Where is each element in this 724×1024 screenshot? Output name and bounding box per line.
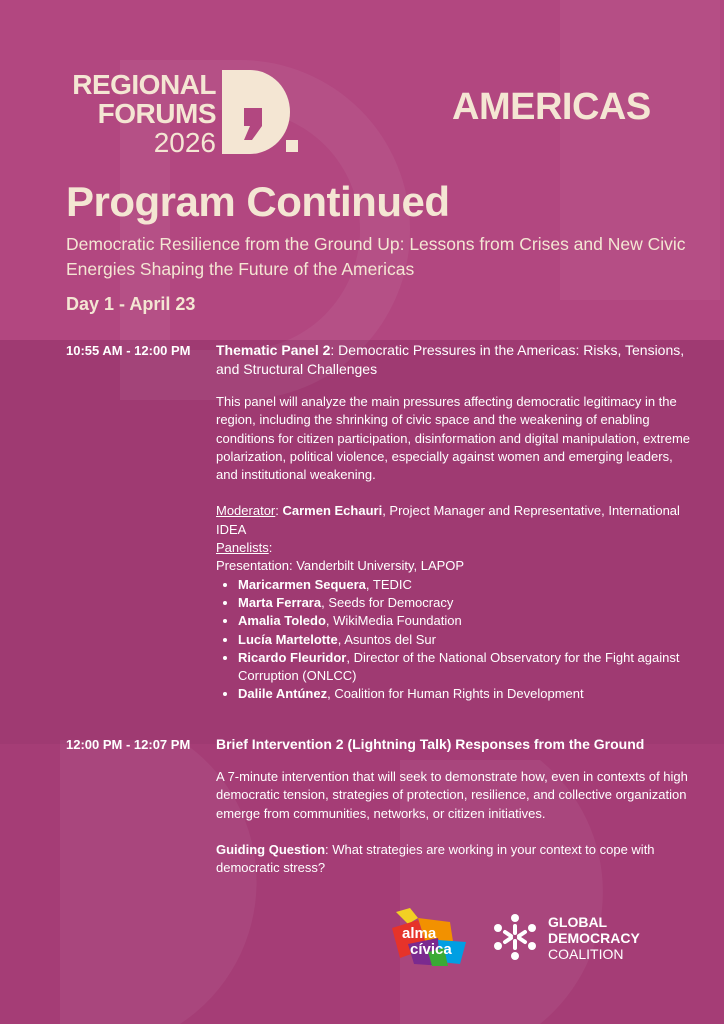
session1-heading-bold: Thematic Panel 2 bbox=[216, 342, 331, 358]
moderator-role: , Project Manager and Representative, International IDEA bbox=[216, 503, 680, 537]
moderator-label: Moderator bbox=[216, 503, 276, 519]
moderator-line: Moderator: Carmen Echauri, Project Manager and Representative, International IDEA bbox=[216, 503, 680, 537]
presentation-line: Presentation: Vanderbilt University, LAPOP bbox=[216, 558, 465, 574]
panelist-name: Amalia Toledo bbox=[238, 613, 326, 629]
panelist-name: Dalile Antúnez bbox=[238, 686, 328, 702]
session1-heading-rest: : Democratic Pressures in the Americas: Risks, Tensions, and Structural Challenges bbox=[216, 342, 685, 377]
panelist-org: , Seeds for Democracy bbox=[321, 594, 454, 610]
list-item bbox=[238, 649, 696, 686]
list-item bbox=[238, 594, 696, 612]
gdc-line-coalition: COALITION bbox=[548, 946, 624, 962]
panelist-org: , Coalition for Human Rights in Development bbox=[327, 686, 584, 702]
global-democracy-coalition-text bbox=[548, 914, 640, 962]
panelists-line: Panelists: bbox=[216, 540, 273, 556]
civica-text: cívica bbox=[410, 941, 452, 958]
guiding-question bbox=[216, 841, 696, 878]
forum-d-logo-icon bbox=[220, 70, 300, 154]
alma-text: alma bbox=[402, 925, 437, 942]
panelist-org: , Director of the National Observatory for the Fight against Corruption (ONLCC) bbox=[238, 649, 680, 684]
session1-heading bbox=[216, 341, 696, 379]
list-item bbox=[238, 631, 696, 649]
session2-heading: Brief Intervention 2 (Lightning Talk) Responses from the Ground bbox=[216, 736, 645, 752]
page-subtitle: Democratic Resilience from the Ground Up: Lessons from Crises and New Civic Energies Shaping the Future of the Americas bbox=[66, 234, 686, 279]
list-item bbox=[238, 685, 696, 703]
session1-time: 10:55 AM - 12:00 PM bbox=[66, 343, 191, 358]
logo-line-regional: REGIONAL bbox=[72, 69, 216, 100]
panelist-org: , TEDIC bbox=[365, 576, 412, 592]
panelist-org: , WikiMedia Foundation bbox=[325, 613, 462, 629]
question-text: : What strategies are working in your context to cope with democratic stress? bbox=[216, 841, 655, 876]
day-heading: Day 1 - April 23 bbox=[66, 294, 196, 314]
page-title: Program Continued bbox=[66, 178, 450, 225]
question-label: Guiding Question bbox=[216, 841, 326, 857]
logo-line-forums: FORUMS bbox=[97, 98, 216, 129]
session2-time: 12:00 PM - 12:07 PM bbox=[66, 737, 191, 752]
panelist-org: , Asuntos del Sur bbox=[337, 631, 436, 647]
session2-content bbox=[216, 735, 696, 877]
list-item bbox=[238, 576, 696, 594]
gdc-line-global: GLOBAL bbox=[548, 914, 608, 930]
panelist-name: Lucía Martelotte bbox=[238, 631, 338, 647]
gdc-line-democracy: DEMOCRACY bbox=[548, 930, 640, 946]
moderator-name: Carmen Echauri bbox=[282, 503, 383, 519]
forum-logo-text bbox=[66, 70, 216, 158]
logo-line-year: 2026 bbox=[153, 127, 216, 158]
list-item bbox=[238, 612, 696, 630]
panelist-list bbox=[216, 576, 696, 704]
alma-civica-logo bbox=[388, 908, 468, 968]
panelists-label: Panelists bbox=[216, 540, 269, 556]
region-title: AMERICAS bbox=[452, 86, 651, 128]
session1-description: This panel will analyze the main pressures affecting democratic legitimacy in the region, including the shrinking of civic space and the weakening of enabling conditions for citizen participation, disinformation and digital manipulation, extreme polarization, political violence, especially against women and emerging leaders, and institutional weakening. bbox=[216, 394, 691, 483]
session2-description: A 7-minute intervention that will seek to demonstrate how, even in contexts of high democratic tension, strategies of protection, resilience, and collective organization emerge from communities, networks, or citizen initiatives. bbox=[216, 769, 688, 821]
panelist-name: Ricardo Fleuridor bbox=[238, 649, 347, 665]
panelist-name: Maricarmen Sequera bbox=[238, 576, 366, 592]
panelist-name: Marta Ferrara bbox=[238, 594, 322, 610]
global-democracy-coalition-icon bbox=[490, 912, 540, 962]
session1-content bbox=[216, 341, 696, 704]
